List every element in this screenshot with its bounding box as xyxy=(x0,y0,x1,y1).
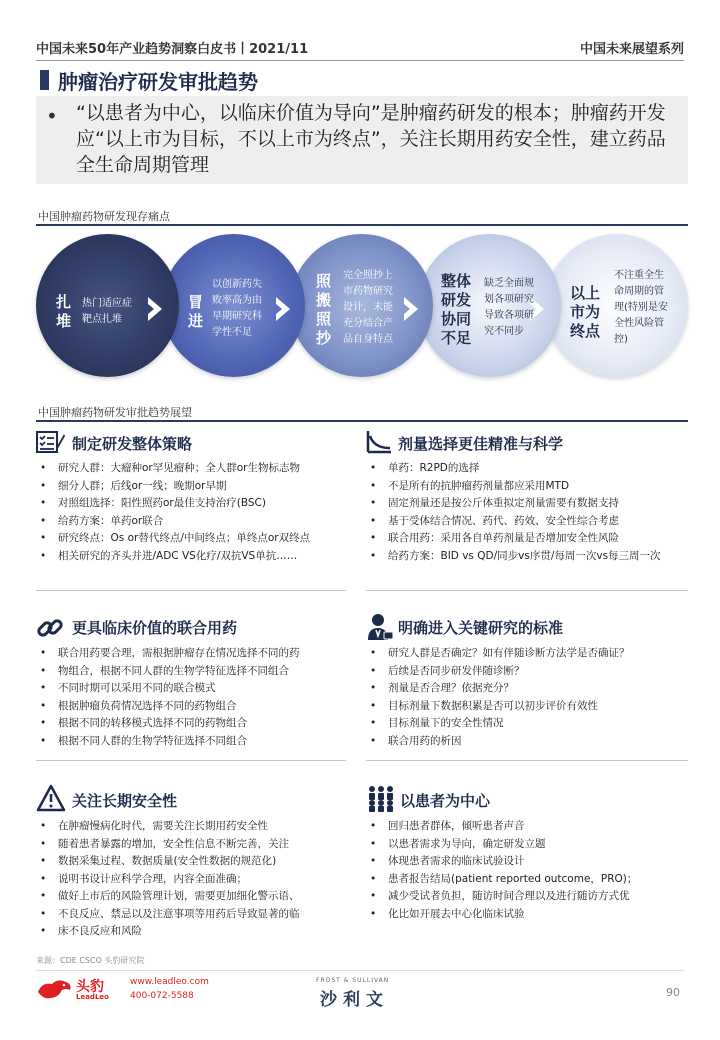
patient-title: 以患者为中心 xyxy=(400,792,491,810)
safety-list xyxy=(36,818,356,941)
patient-list xyxy=(366,818,696,923)
partner-logo-en: FROST & SULLIVAN xyxy=(316,977,390,984)
partner-logo-cn: 沙利文 xyxy=(320,990,389,1010)
source-note: 来源：CDE CSCO 头豹研究院 xyxy=(36,956,145,965)
standard-divider xyxy=(366,760,688,761)
phone-number: 400-072-5588 xyxy=(130,991,194,1001)
list-item: • 随着患者暴露的增加，安全性信息不断完善，关注 xyxy=(36,836,356,854)
chevron-right-icon xyxy=(274,296,292,322)
link-icon xyxy=(36,614,64,642)
pain-3-desc: 完全照抄上 市药物研究 设计，未能 充分结合产 品自身特点 xyxy=(343,270,393,345)
list-item: • 目标剂量下数据积累是否可以初步评价有效性 xyxy=(366,698,696,716)
pain-4-title: 整体 研发 协同 不足 xyxy=(441,272,472,347)
report-title: 中国未来50年产业趋势洞察白皮书丨2021/11 xyxy=(36,42,309,57)
list-item: • 化比如开展去中心化临床试验 xyxy=(366,906,696,924)
trend-section-line xyxy=(36,420,688,422)
list-item: • 回归患者群体，倾听患者声音 xyxy=(366,818,696,836)
summary-bullet: • xyxy=(46,104,58,128)
title-accent-bar xyxy=(40,70,49,90)
dose-list xyxy=(366,460,696,565)
list-item: • 不是所有的抗肿瘤药剂量都应采用MTD xyxy=(366,478,696,496)
list-item: • 细分人群；后线or一线；晚期or早期 xyxy=(36,478,346,496)
dose-curve-icon xyxy=(366,430,392,454)
list-item: • 目标剂量下的安全性情况 xyxy=(366,715,696,733)
list-item: • 联合用药：采用各自单药剂量是否增加安全性风险 xyxy=(366,530,696,548)
list-item: • 说明书设计应科学合理，内容全面准确； xyxy=(36,871,356,889)
list-item: • 不同时期可以采用不同的联合模式 xyxy=(36,680,356,698)
pain-3-title: 照 搬 照 抄 xyxy=(316,272,332,347)
list-item: • 后续是否同步研发伴随诊断？ xyxy=(366,663,696,681)
header-divider xyxy=(36,60,684,61)
list-item: • 联合用药要合理，需根据肿瘤存在情况选择不同的药 xyxy=(36,645,356,663)
list-item: • 给药方案：单药or联合 xyxy=(36,513,346,531)
list-item: • 根据不同的转移模式选择不同的药物组合 xyxy=(36,715,356,733)
strategy-divider xyxy=(36,590,346,591)
dose-divider xyxy=(366,590,688,591)
combo-title: 更具临床价值的联合用药 xyxy=(72,619,238,637)
page-title: 肿瘤治疗研发审批趋势 xyxy=(58,70,258,94)
list-item: • 固定剂量还是按公斤体重拟定剂量需要有数据支持 xyxy=(366,495,696,513)
list-item: • 研究人群：大瘤种or罕见瘤种；全人群or生物标志物 xyxy=(36,460,346,478)
list-item: • 基于受体结合情况、药代、药效、安全性综合考虑 xyxy=(366,513,696,531)
pain-1-desc: 热门适应症 靶点扎堆 xyxy=(82,298,132,325)
strategy-list xyxy=(36,460,346,565)
standard-list xyxy=(366,645,696,750)
pain-section-label: 中国肿瘤药物研发现存痛点 xyxy=(38,210,170,223)
combo-divider xyxy=(36,760,346,761)
pain-2-desc: 以创新药失 败率高为由 早期研究科 学性不足 xyxy=(212,279,262,338)
list-item: • 对照组选择：阳性照药or最佳支持治疗(BSC) xyxy=(36,495,346,513)
list-item: • 研究终点：Os or替代终点/中间终点；单终点or双终点 xyxy=(36,530,346,548)
chevron-right-icon xyxy=(146,296,164,322)
dose-title: 剂量选择更佳精准与科学 xyxy=(398,435,564,453)
chevron-right-icon xyxy=(402,296,420,322)
brand-name-en: LeadLeo xyxy=(76,993,109,1001)
list-item: • 不良反应、禁忌以及注意事项等用药后导致显著的临 xyxy=(36,906,356,924)
list-item: • 研究人群是否确定？如有伴随诊断方法学是否确证？ xyxy=(366,645,696,663)
series-title: 中国未来展望系列 xyxy=(579,42,684,57)
pain-1-title: 扎 堆 xyxy=(56,293,72,330)
safety-title: 关注长期安全性 xyxy=(72,792,178,810)
list-item: • 以患者需求为导向，确定研发立题 xyxy=(366,836,696,854)
page-number: 90 xyxy=(666,986,680,999)
summary-text: “以患者为中心，以临床价值为导向”是肿瘤药研发的根本；肿瘤药开发应“以上市为目标，不以上市为终点”，关注长期用药安全性，建立药品全生命周期管理 xyxy=(76,102,666,176)
pain-section-line xyxy=(36,224,688,226)
list-item: • 根据肿瘤负荷情况选择不同的药物组合 xyxy=(36,698,356,716)
doctor-icon xyxy=(366,612,394,642)
footer-divider xyxy=(36,970,684,971)
pain-5-title: 以上 市为 终点 xyxy=(570,284,601,340)
brand-name-cn: 头豹 xyxy=(76,979,104,995)
trend-section-label: 中国肿瘤药物研发审批趋势展望 xyxy=(38,406,192,419)
list-item: • 减少受试者负担，随访时间合理以及进行随访方式优 xyxy=(366,888,696,906)
checklist-icon xyxy=(36,430,66,454)
list-item: • 给药方案：BID vs QD/同步vs序贯/每周一次vs每三周一次 xyxy=(366,548,696,566)
pain-5-desc: 不注重全生 命周期的管 理(特别是安 全性风险管 控) xyxy=(614,270,668,345)
list-item: • 体现患者需求的临床试验设计 xyxy=(366,853,696,871)
list-item: • 单药：R2PD的选择 xyxy=(366,460,696,478)
leopard-logo-icon xyxy=(36,976,74,1002)
list-item: • 数据采集过程、数据质量(安全性数据的规范化) xyxy=(36,853,356,871)
list-item: • 相关研究的齐头并进/ADC VS化疗/双抗VS单抗…… xyxy=(36,548,346,566)
list-item: • 患者报告结局(patient reported outcome，PRO)； xyxy=(366,871,696,889)
list-item: • 联合用药的析因 xyxy=(366,733,696,751)
strategy-title: 制定研发整体策略 xyxy=(72,435,193,453)
warning-icon xyxy=(36,784,66,812)
people-icon xyxy=(366,784,396,812)
list-item: • 剂量是否合理？依据充分？ xyxy=(366,680,696,698)
combo-list xyxy=(36,645,356,750)
list-item: • 在肿瘤慢病化时代，需要关注长期用药安全性 xyxy=(36,818,356,836)
pain-4-desc: 缺乏全面规 划各项研究 导致各项研 究不同步 xyxy=(484,278,534,337)
list-item: • 物组合，根据不同人群的生物学特征选择不同组合 xyxy=(36,663,356,681)
standard-title: 明确进入关键研究的标准 xyxy=(398,619,564,637)
list-item: • 做好上市后的风险管理计划，需要更加细化警示语、 xyxy=(36,888,356,906)
website-link[interactable]: www.leadleo.com xyxy=(130,977,209,987)
summary-box xyxy=(36,96,688,184)
list-item: • 床不良反应和风险 xyxy=(36,923,356,941)
pain-2-title: 冒 进 xyxy=(188,293,204,330)
list-item: • 根据不同人群的生物学特征选择不同组合 xyxy=(36,733,356,751)
